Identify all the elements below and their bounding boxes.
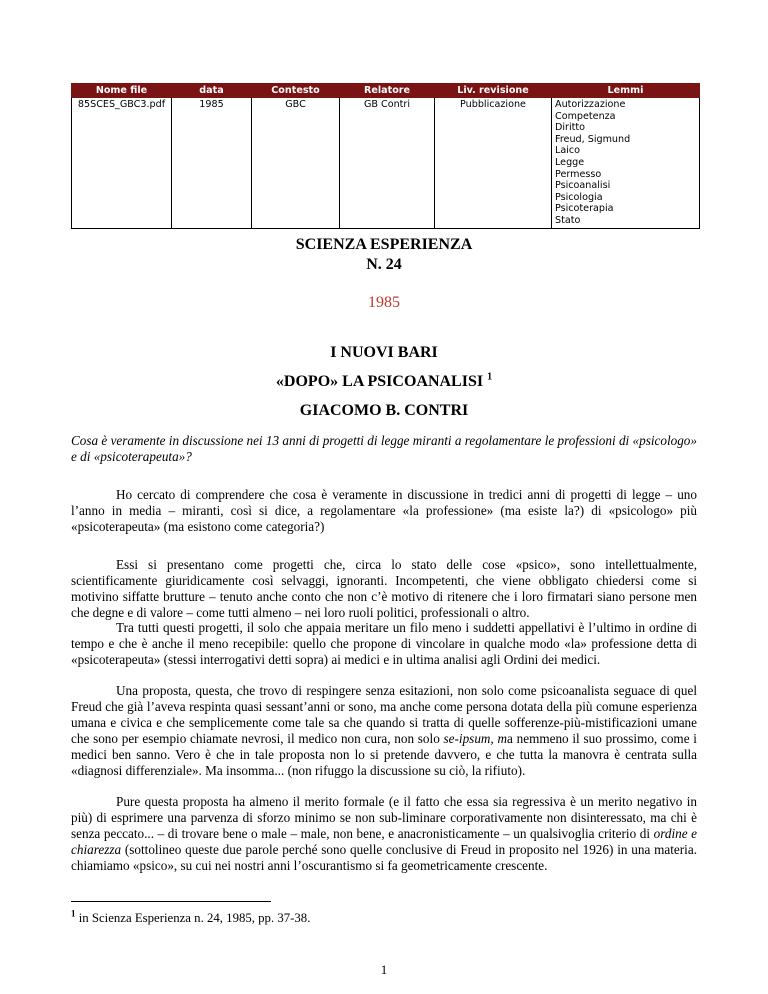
table-row [72,98,700,229]
lemma-item: Psicoterapia [555,203,614,215]
article-title-line1: I NUOVI BARI [330,344,438,361]
cell-context: GBC [252,98,340,229]
header-liv-revisione: Liv. revisione [435,84,552,98]
cell-revision: Pubblicazione [435,98,552,229]
lemma-item: Stato [555,214,581,226]
lemma-item: Diritto [555,122,586,134]
header-lemmi: Lemmi [552,84,700,98]
article-title-line2 [0,373,768,391]
paragraph-4 [71,683,697,778]
paragraph-5 [71,794,697,874]
paragraph-5-text-a: Pure questa proposta ha almeno il merito formale (e il fatto che essa sia regressiva è un merito negativo in più) di esprimere una parvenza di sforzo minimo se non sub-liminare corporativamente non disinteressato, ma chi è senza peccato... – di trovare bene o male – male, non bene, e anacronisticamente – un qualsivoglia criterio di [71,794,697,841]
header-relatore: Relatore [340,84,435,98]
header-nome-file: Nome file [72,84,172,98]
header-data: data [172,84,252,98]
lemma-item: Permesso [555,168,602,180]
paragraph-3: Tra tutti questi progetti, il solo che appaia meritare un filo meno i suddetti appellativi è l’ultimo in ordine di tempo e che è anche il meno recepibile: quello che propone di vincolare in qualche modo «la» professione detta di «psicoterapeuta» (stessi interrogativi detti sopra) ai medici e in ultima analisi agli Ordini dei medici. [71,620,697,667]
paragraph-4-text-b: a nemmeno il suo prossimo, come i medici ben sanno. Vero è che in tale proposta non lo si pretende davvero, e che tutta la manovra è centrata sulla «diagnosi differenziale». Ma insomma... (non rifuggo la discussione su ciò, la rifiuto). [71,730,697,778]
article-title-text: «DOPO» LA PSICOANALISI [275,373,484,390]
paragraph-1: Ho cercato di comprendere che cosa è veramente in discussione in tredici anni di progetti di legge – uno l’anno in media – miranti, così si dice, a regolamentare «la professione» (ma esiste la?) di «psicologo» più «psicoterapeuta» (ma esistono come categoria?) [71,487,697,534]
cell-file: 85SCES_GBC3.pdf [72,98,172,229]
footnote-divider [71,901,271,902]
table-header-row [72,84,700,98]
footnote [71,908,311,926]
paragraph-5-text-b: (sottolineo queste due parole perché sono quelle conclusive di Freud in proposito nel 1926) in una materia. chiamiamo «psico», su cui nei nostri anni l’oscurantismo si fa geometricamente crescente. [71,841,697,873]
paragraph-4-italic: se-ipsum, m [443,730,508,746]
lemma-item: Legge [555,156,585,168]
cell-date: 1985 [172,98,252,229]
paragraph-5-italic: ordine e chiarezza [71,825,697,857]
lemma-item: Competenza [555,110,616,122]
lemma-item: Psicologia [555,191,603,203]
journal-number: N. 24 [366,256,402,273]
footnote-text: in Scienza Esperienza n. 24, 1985, pp. 37-38. [78,911,311,925]
header-contesto: Contesto [252,84,340,98]
intro-question: Cosa è veramente in discussione nei 13 anni di progetti di legge miranti a regolamentare le professioni di «psicologo» e di «psicoterapeuta»? [71,433,697,464]
journal-title: SCIENZA ESPERIENZA [295,236,473,253]
footnote-reference: 1 [487,371,493,383]
page-number: 1 [380,962,388,977]
footnote-mark: 1 [71,908,76,919]
article-author: GIACOMO B. CONTRI [299,402,469,419]
lemma-item: Psicoanalisi [555,180,611,192]
paragraph-4-text-a: Una proposta, questa, che trovo di respingere senza esitazioni, non solo come psicoanalista seguace di quel Freud che già l’aveva respinta quasi sessant’anni or sono, ma anche come persona dotata della più comune esperienza umana e civica e che semplicemente come tale sa che quando si tratta di quelle sofferenze-più-mistificazioni umane che sono per esempio chiamate nevrosi, il medico non cura, non solo [71,683,697,746]
paragraph-2: Essi si presentano come progetti che, circa lo stato delle cose «psico», sono intellettualmente, scientificamente giuridicamente così selvaggi, ignoranti. Incompetenti, che viene obbligato chiedersi come si motivino siffatte brutture – tenuto anche conto che non c’è motivo di ritenere che i loro firmatari siano persone men che degne e di valore – come tutti almeno – nei loro ruoli politici, professionali o altro. [71,557,697,620]
lemma-item: Freud, Sigmund [555,133,631,145]
cell-lemmi [552,98,700,229]
cell-speaker: GB Contri [340,98,435,229]
lemma-item: Laico [555,145,581,157]
lemma-item: Autorizzazione [555,99,626,110]
metadata-table [71,83,700,229]
publication-year: 1985 [368,294,400,311]
